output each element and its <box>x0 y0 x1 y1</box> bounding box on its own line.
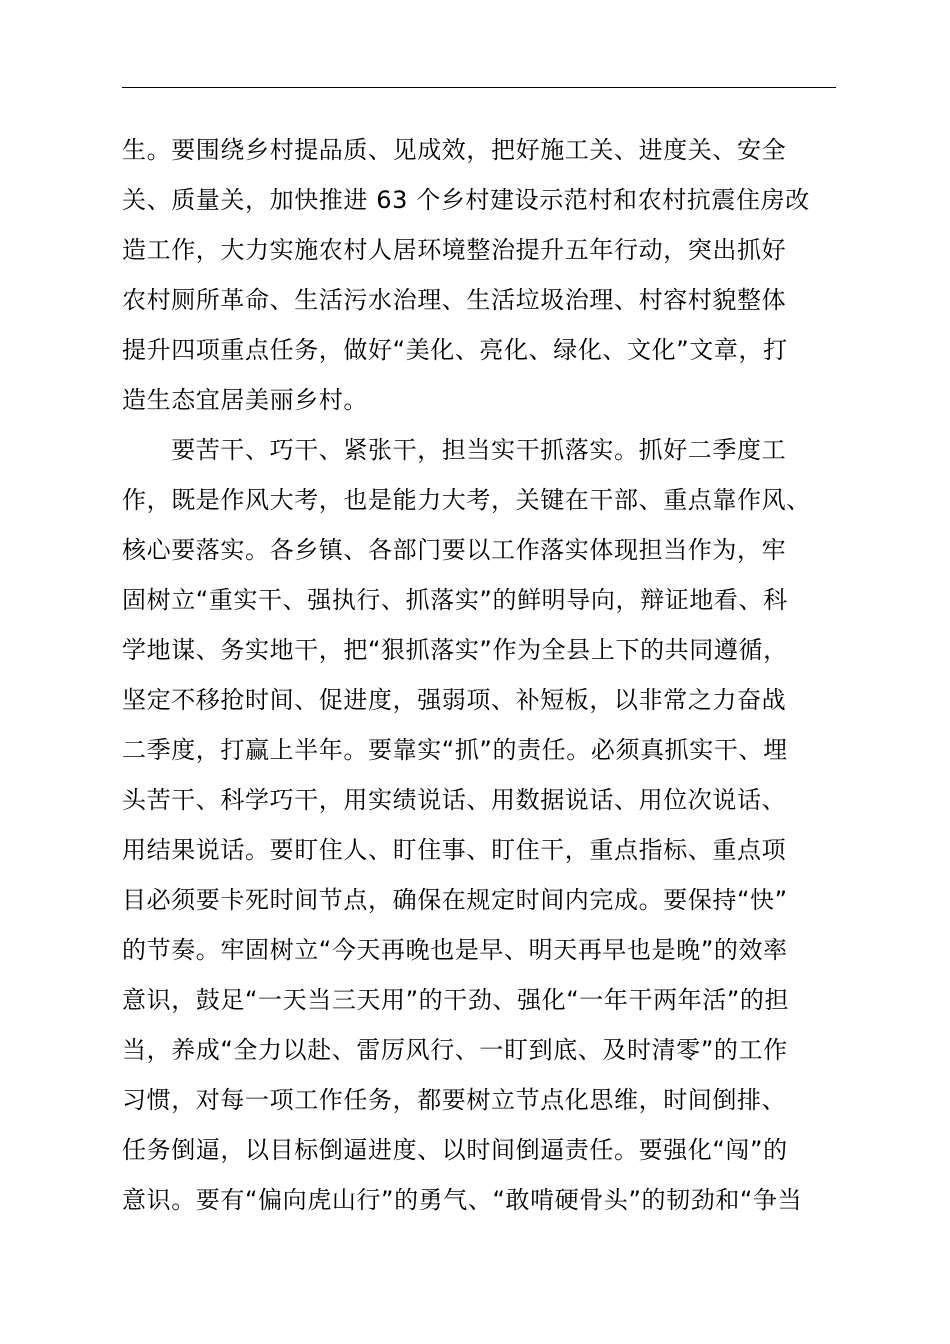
text-line: 造工作，大力实施农村人居环境整治提升五年行动，突出抓好 <box>122 236 787 264</box>
text-line: 提升四项重点任务，做好“美化、亮化、绿化、文化”文章，打 <box>122 336 788 364</box>
text-line: 二季度，打赢上半年。要靠实“抓”的责任。必须真抓实干、埋 <box>122 736 788 764</box>
text-line: 作，既是作风大考，也是能力大考，关键在干部、重点靠作风、 <box>122 486 811 514</box>
text-line: 习惯，对每一项工作任务，都要树立节点化思维，时间倒排、 <box>122 1086 787 1114</box>
text-line: 头苦干、科学巧干，用实绩说话、用数据说话、用位次说话、 <box>122 786 787 814</box>
text-line: 要苦干、巧干、紧张干，担当实干抓落实。抓好二季度工 <box>122 436 787 464</box>
text-line: 固树立“重实干、强执行、抓落实”的鲜明导向，辩证地看、科 <box>122 586 788 614</box>
text-line: 生。要围绕乡村提品质、见成效，把好施工关、进度关、安全 <box>122 136 787 164</box>
text-line: 意识。要有“偏向虎山行”的勇气、“敢啃硬骨头”的韧劲和“争当 <box>122 1186 803 1214</box>
text-line: 农村厕所革命、生活污水治理、生活垃圾治理、村容村貌整体 <box>122 286 787 314</box>
text-line: 用结果说话。要盯住人、盯住事、盯住干，重点指标、重点项 <box>122 836 787 864</box>
text-line: 意识，鼓足“一天当三天用”的干劲、强化“一年干两年活”的担 <box>122 986 790 1014</box>
text-line: 核心要落实。各乡镇、各部门要以工作落实体现担当作为，牢 <box>122 536 787 564</box>
text-line: 目必须要卡死时间节点，确保在规定时间内完成。要保持“快” <box>122 886 788 914</box>
text-line: 造生态宜居美丽乡村。 <box>122 386 368 414</box>
text-line: 任务倒逼，以目标倒逼进度、以时间倒逼责任。要强化“闯”的 <box>122 1136 788 1164</box>
header-rule <box>122 87 836 88</box>
text-line: 关、质量关，加快推进 63 个乡村建设示范村和农村抗震住房改 <box>122 186 810 214</box>
text-line: 当，养成“全力以赴、雷厉风行、一盯到底、及时清零”的工作 <box>122 1036 788 1064</box>
text-line: 的节奏。牢固树立“今天再晚也是早、明天再早也是晚”的效率 <box>122 936 788 964</box>
text-line: 学地谋、务实地干，把“狠抓落实”作为全县上下的共同遵循， <box>122 636 788 664</box>
text-line: 坚定不移抢时间、促进度，强弱项、补短板，以非常之力奋战 <box>122 686 787 714</box>
